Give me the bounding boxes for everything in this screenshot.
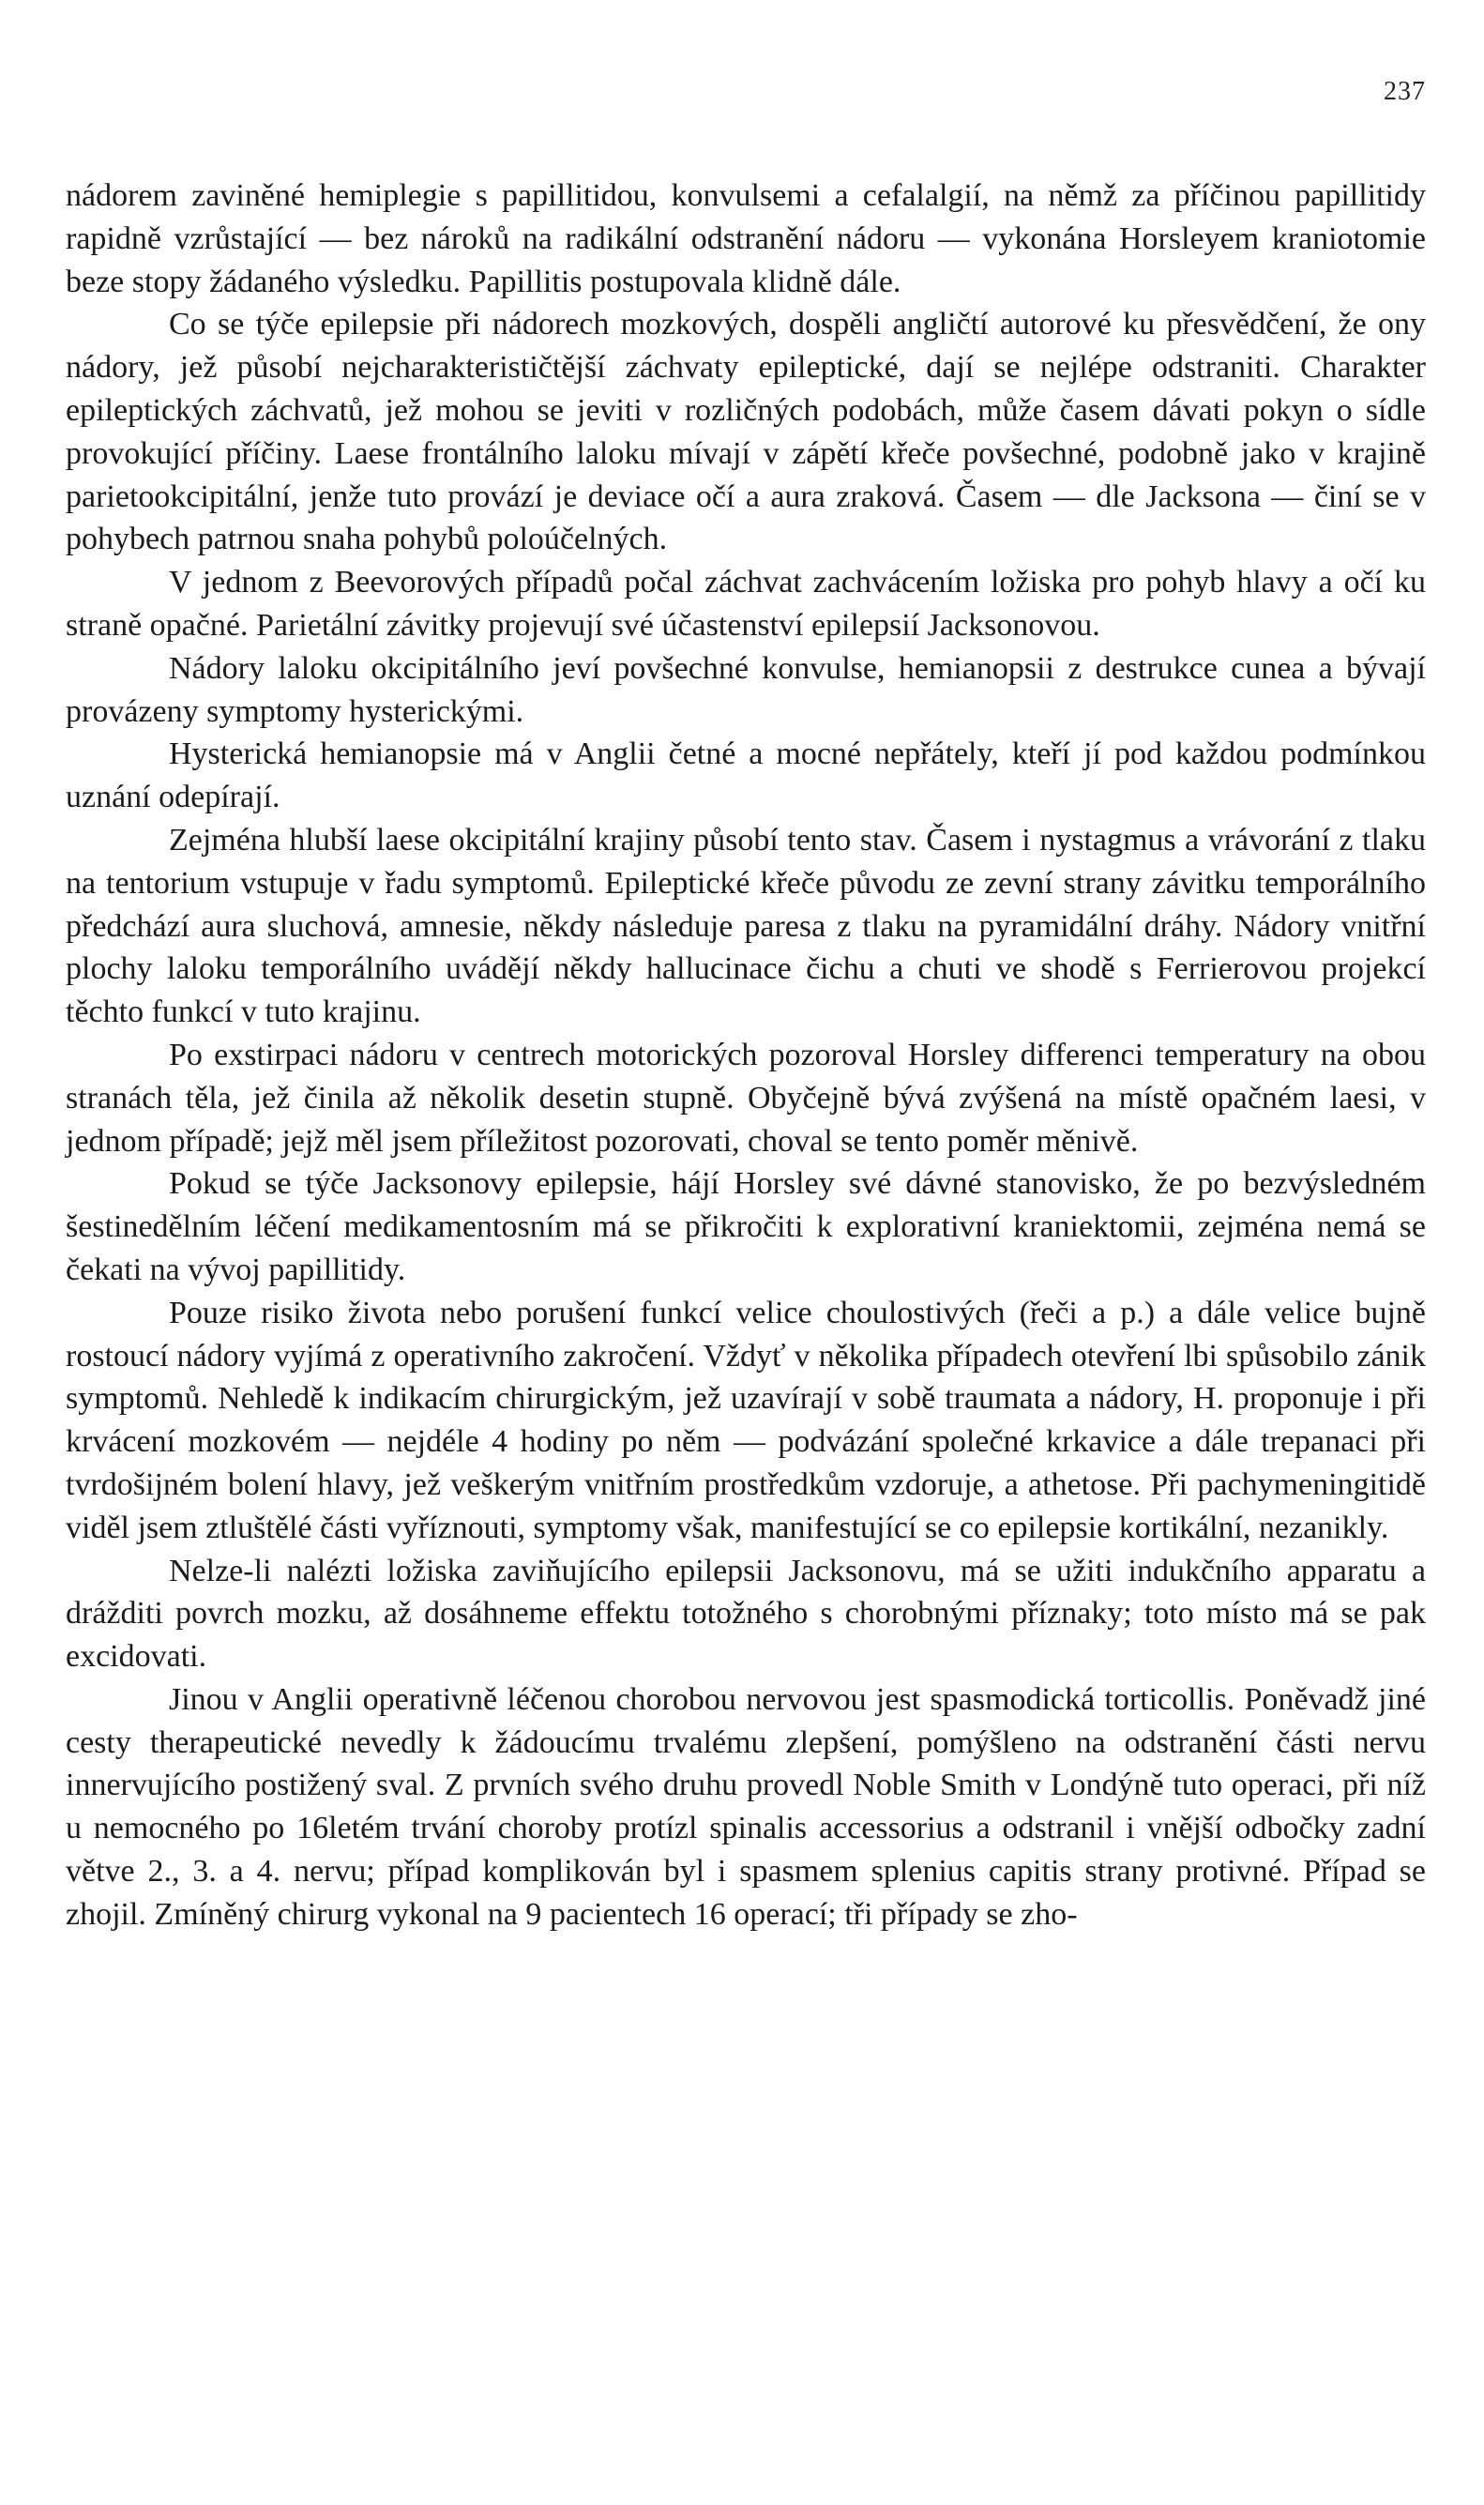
paragraph: Jinou v Anglii operativně léčenou chorobou nervovou jest spasmodická torticollis. Poněvadž jiné cesty therapeutické nevedly k žádoucímu trvalému zlepšení, pomýšleno na odstranění části nervu innervujícího postižený sval. Z prvních svého druhu provedl Noble Smith v Londýně tuto operaci, při níž u nemocného po 16letém trvání choroby protízl spinalis accessorius a odstranil i vnější odbočky zadní větve 2., 3. a 4. nervu; případ komplikován byl i spasmem splenius capitis strany protivné. Případ se zhojil. Zmíněný chirurg vykonal na 9 pacientech 16 operací; tři případy se zho-	[66, 1681, 1426, 1932]
body-text	[66, 175, 1426, 1936]
paragraph: Hysterická hemianopsie má v Anglii četné a mocné nepřátely, kteří jí pod každou podmínkou uznání odepírají.	[66, 736, 1426, 815]
paragraph: Nelze-li nalézti ložiska zaviňujícího epilepsii Jacksonovu, má se užiti indukčního apparatu a drážditi povrch mozku, až dosáhneme effektu totožného s chorobnými příznaky; toto místo má se pak excidovati.	[66, 1553, 1426, 1675]
paragraph: nádorem zaviněné hemiplegie s papillitidou, konvulsemi a cefalalgií, na němž za příčinou papillitidy rapidně vzrůstající — bez nároků na radikální odstranění nádoru — vykonána Horsleyem kraniotomie beze stopy žádaného výsledku. Papillitis postupovala klidně dále.	[66, 178, 1426, 299]
paragraph: V jednom z Beevorových případů počal záchvat zachvácením ložiska pro pohyb hlavy a očí ku straně opačné. Parietální závitky projevují své účastenství epilepsií Jacksonovou.	[66, 565, 1426, 643]
paragraph: Zejména hlubší laese okcipitální krajiny působí tento stav. Časem i nystagmus a vrávorání z tlaku na tentorium vstupuje v řadu symptomů. Epileptické křeče původu ze zevní strany závitku temporálního předchází aura sluchová, amnesie, někdy následuje paresa z tlaku na pyramidální dráhy. Nádory vnitřní plochy laloku temporálního uvádějí někdy hallucinace čichu a chuti ve shodě s Ferrierovou projekcí těchto funkcí v tuto krajinu.	[66, 822, 1426, 1030]
paragraph: Nádory laloku okcipitálního jeví povšechné konvulse, hemianopsii z destrukce cunea a bývají provázeny symptomy hysterickými.	[66, 650, 1426, 729]
paragraph: Co se týče epilepsie při nádorech mozkových, dospěli angličtí autorové ku přesvědčení, že ony nádory, jež působí nejcharakterističtější záchvaty epileptické, dají se nejlépe odstraniti. Charakter epileptických záchvatů, jež mohou se jeviti v rozličných podobách, může časem dávati pokyn o sídle provokující příčiny. Laese frontálního laloku mívají v zápětí křeče povšechné, podobně jako v krajině parietookcipitální, jenže tuto provází je deviace očí a aura zraková. Časem — dle Jacksona — činí se v pohybech patrnou snaha pohybů poloúčelných.	[66, 307, 1426, 557]
paragraph: Pokud se týče Jacksonovy epilepsie, hájí Horsley své dávné stanovisko, že po bezvýsledném šestinedělním léčení medikamentosním má se přikročiti k explorativní kraniektomii, zejména nemá se čekati na vývoj papillitidy.	[66, 1166, 1426, 1287]
paragraph: Po exstirpaci nádoru v centrech motorických pozoroval Horsley differenci temperatury na obou stranách těla, jež činila až několik desetin stupně. Obyčejně bývá zvýšená na místě opačném laesi, v jednom případě; jejž měl jsem příležitost pozorovati, choval se tento poměr měnivě.	[66, 1037, 1426, 1159]
page-number: 237	[1384, 77, 1426, 106]
paragraph: Pouze risiko života nebo porušení funkcí velice choulostivých (řeči a p.) a dále velice bujně rostoucí nádory vyjímá z operativního zakročení. Vždyť v několika případech otevření lbi spůsobilo zánik symptomů. Nehledě k indikacím chirurgickým, jež uzavírají v sobě traumata a nádory, H. proponuje i při krvácení mozkovém — nejdéle 4 hodiny po něm — podvázání společné krkavice a dále trepanaci při tvrdošijném bolení hlavy, jež veškerým vnitřním prostředkům vzdoruje, a athetose. Při pachymeningitidě viděl jsem ztluštělé části vyříznouti, symptomy však, manifestující se co epilepsie kortikální, nezanikly.	[66, 1295, 1426, 1545]
